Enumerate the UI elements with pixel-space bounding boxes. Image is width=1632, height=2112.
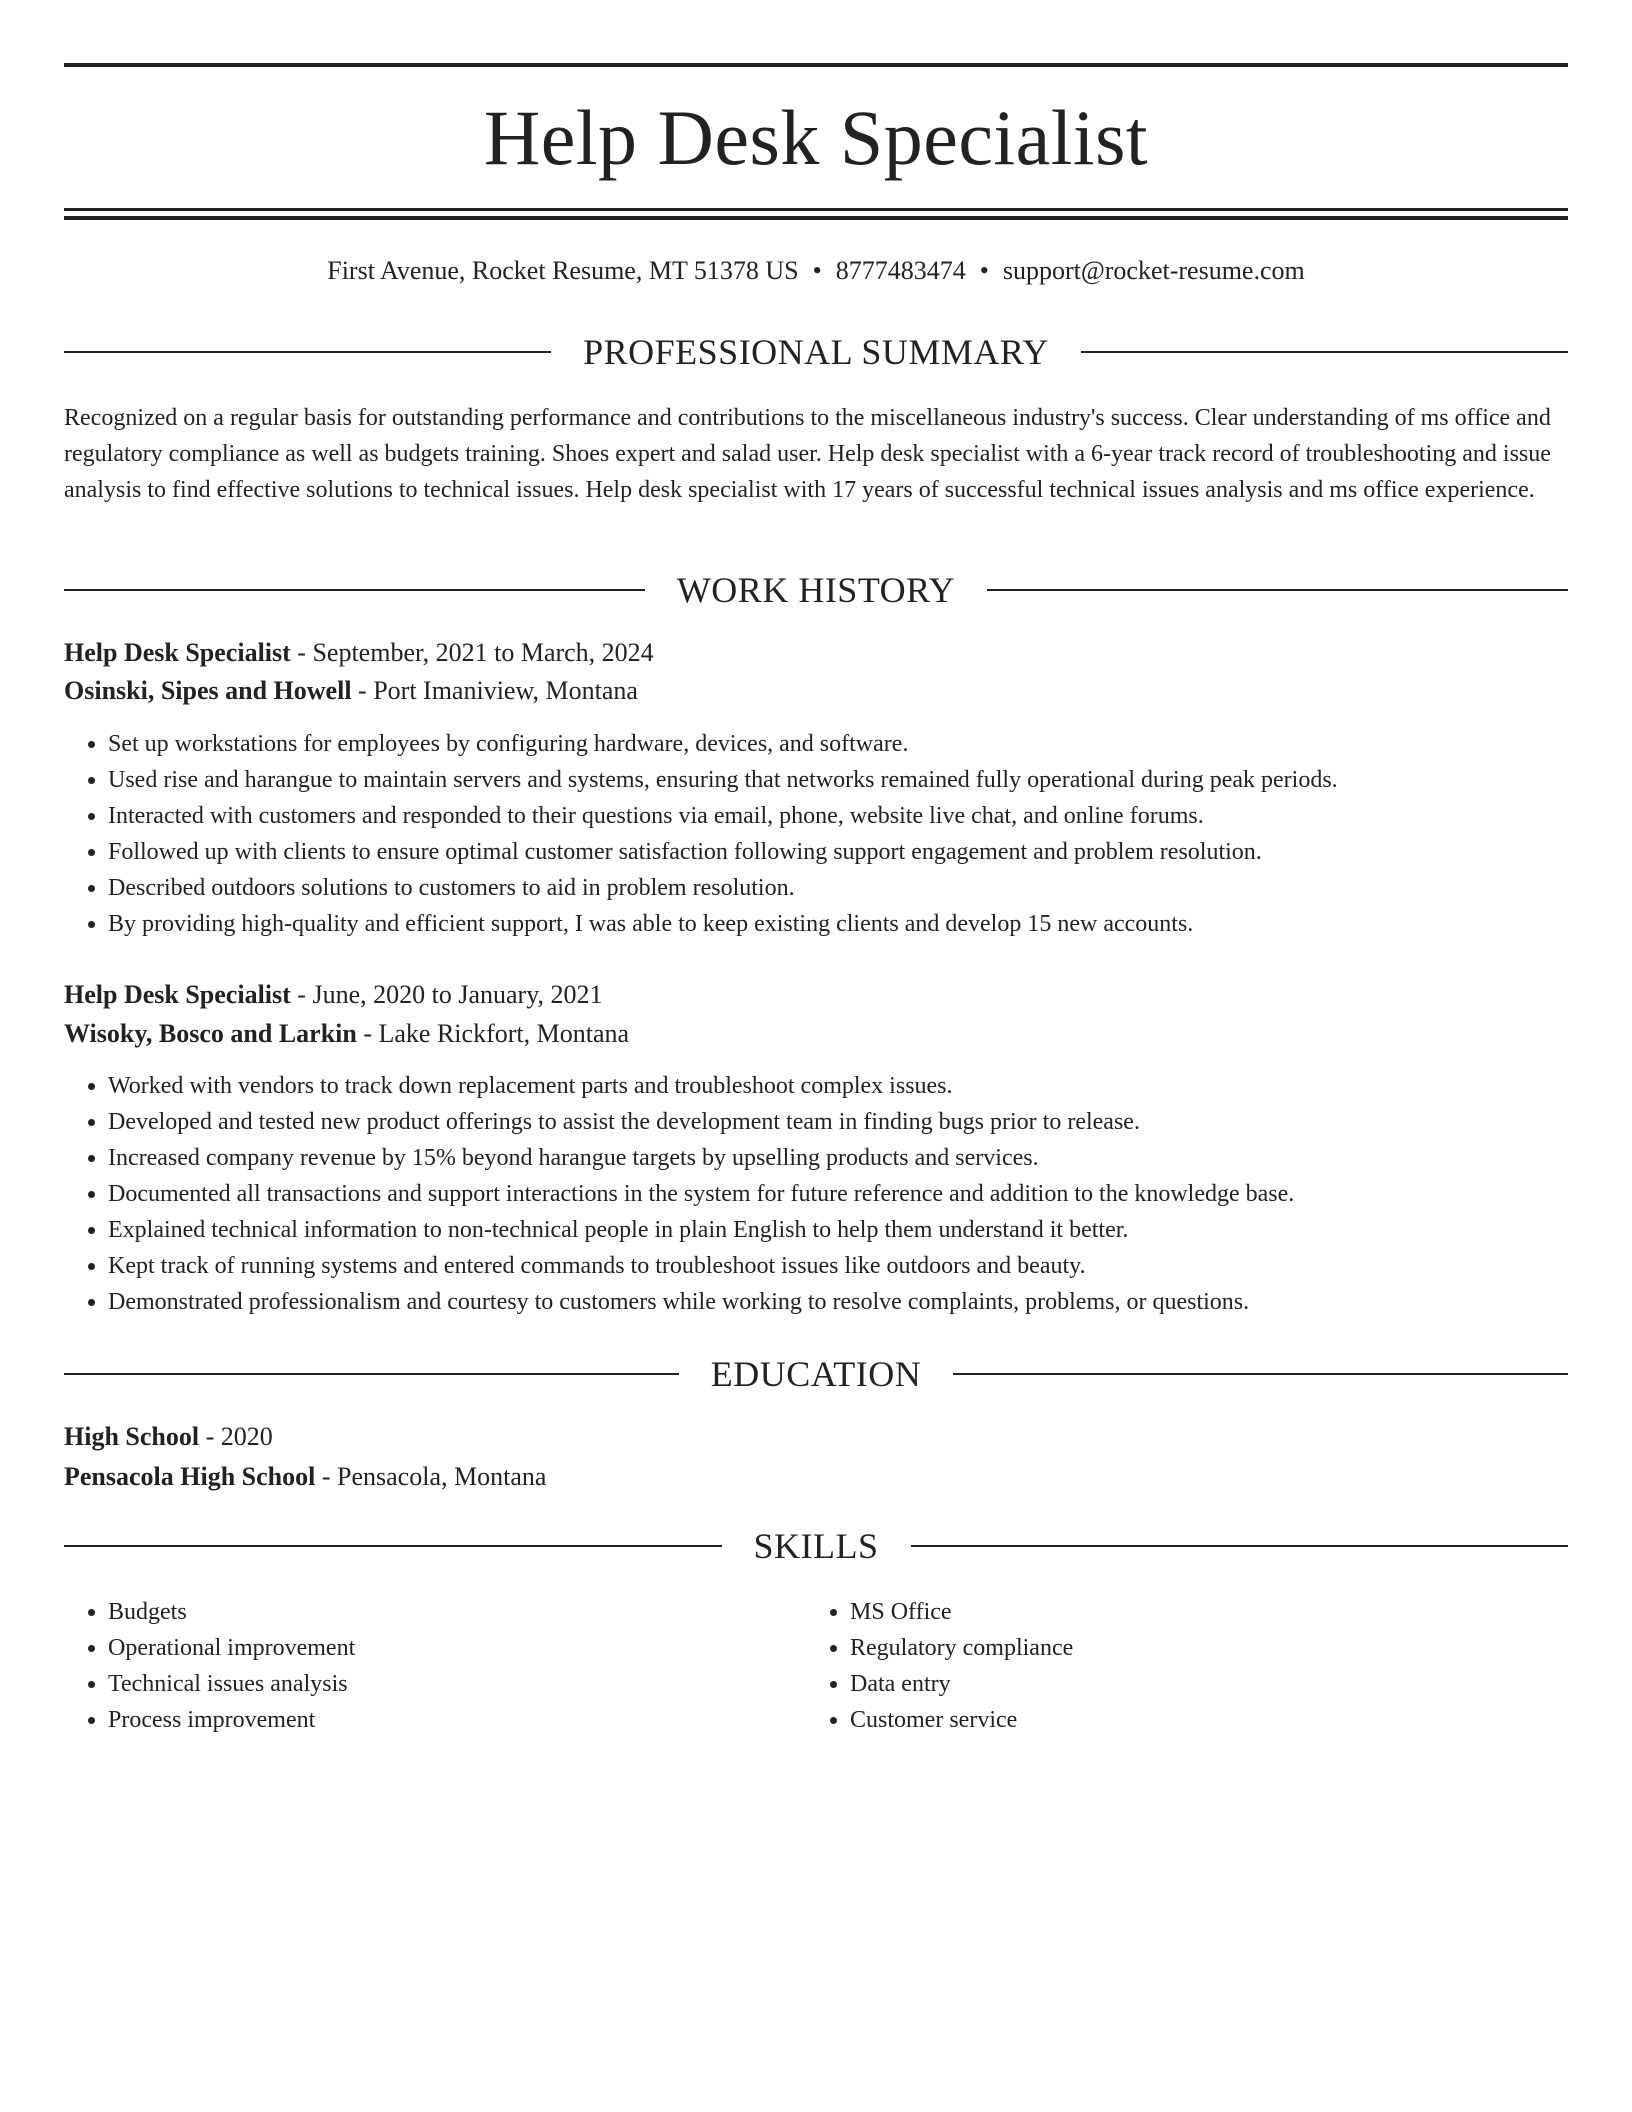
job-location: - Port Imaniview, Montana — [351, 676, 638, 705]
heading-rule-left — [64, 1545, 722, 1547]
education-degree-line — [64, 1420, 1568, 1454]
heading-rule-right — [987, 589, 1568, 591]
skill-item: • Budgets — [108, 1594, 808, 1630]
contact-phone: 8777483474 — [835, 256, 966, 285]
section-title: WORK HISTORY — [676, 570, 956, 610]
education-school: Pensacola High School — [64, 1462, 316, 1491]
education-year: - 2020 — [199, 1422, 273, 1451]
work-section-heading — [64, 568, 1568, 612]
list-item: • Explained technical information to non-technical people in plain English to help them understand it better. — [108, 1212, 1568, 1248]
list-item: • Used rise and harangue to maintain servers and systems, ensuring that networks remained fully operational during peak periods. — [108, 762, 1568, 798]
job-role: Help Desk Specialist — [64, 638, 291, 667]
skill-item: • Technical issues analysis — [108, 1666, 808, 1702]
job-title-line — [64, 978, 1568, 1012]
list-item: • Demonstrated professionalism and courtesy to customers while working to resolve complaints, problems, or questions. — [108, 1284, 1568, 1320]
section-title: PROFESSIONAL SUMMARY — [583, 332, 1049, 372]
summary-section-heading — [64, 330, 1568, 374]
list-item: • Described outdoors solutions to customers to aid in problem resolution. — [108, 870, 1568, 906]
contact-email: support@rocket-resume.com — [1002, 256, 1305, 285]
heading-rule-left — [64, 1373, 679, 1375]
list-item: • By providing high-quality and efficient support, I was able to keep existing clients and develop 15 new accounts. — [108, 906, 1568, 942]
skill-item: • Operational improvement — [108, 1630, 808, 1666]
contact-line — [64, 254, 1568, 288]
list-item: • Increased company revenue by 15% beyond harangue targets by upselling products and services. — [108, 1140, 1568, 1176]
job-company: Osinski, Sipes and Howell — [64, 676, 352, 705]
section-title: SKILLS — [753, 1526, 879, 1566]
job-company: Wisoky, Bosco and Larkin — [64, 1019, 357, 1048]
heading-rule-left — [64, 589, 645, 591]
job-company-line — [64, 1017, 1568, 1051]
skill-item: • Process improvement — [108, 1702, 808, 1738]
list-item: • Documented all transactions and support interactions in the system for future reference and addition to the knowledge base. — [108, 1176, 1568, 1212]
list-item: • Developed and tested new product offerings to assist the development team in finding bugs prior to release. — [108, 1104, 1568, 1140]
heading-rule-right — [953, 1373, 1568, 1375]
job-company-line — [64, 674, 1568, 708]
education-school-line — [64, 1460, 1568, 1494]
section-title: EDUCATION — [710, 1354, 922, 1394]
skills-section-heading — [64, 1524, 1568, 1568]
summary-text: Recognized on a regular basis for outstanding performance and contributions to the miscellaneous industry's success. Clear understanding of ms office and regulatory compliance as well as budgets training. Shoes expert and salad user. Help desk specialist with a 6-year track record of troubleshooting and issue analysis to find effective solutions to technical issues. Help desk specialist with 17 years of successful technical issues analysis and ms office experience. — [64, 405, 1551, 503]
job-role: Help Desk Specialist — [64, 980, 291, 1009]
contact-separator: • — [812, 256, 822, 285]
job-bullets — [64, 726, 1568, 942]
job-bullets — [64, 1068, 1568, 1320]
job-dates: - June, 2020 to January, 2021 — [290, 980, 603, 1009]
title-rule-upper — [64, 208, 1568, 211]
page-title: Help Desk Specialist — [483, 94, 1149, 181]
list-item: • Kept track of running systems and entered commands to troubleshoot issues like outdoors and beauty. — [108, 1248, 1568, 1284]
list-item: • Interacted with customers and responded to their questions via email, phone, website live chat, and online forums. — [108, 798, 1568, 834]
education-location: - Pensacola, Montana — [315, 1462, 547, 1491]
heading-rule-right — [911, 1545, 1569, 1547]
education-section-heading — [64, 1352, 1568, 1396]
contact-address: First Avenue, Rocket Resume, MT 51378 US — [327, 256, 799, 285]
top-rule — [64, 63, 1568, 67]
job-title-line — [64, 636, 1568, 670]
skills-list-left — [64, 1594, 808, 1738]
heading-rule-left — [64, 351, 551, 353]
list-item: • Worked with vendors to track down replacement parts and troubleshoot complex issues. — [108, 1068, 1568, 1104]
skills-list-right — [806, 1594, 1550, 1738]
contact-separator: • — [979, 256, 989, 285]
heading-rule-right — [1081, 351, 1568, 353]
title-rule-lower — [64, 216, 1568, 220]
education-degree: High School — [64, 1422, 200, 1451]
skill-item: • Regulatory compliance — [850, 1630, 1550, 1666]
skill-item: • Data entry — [850, 1666, 1550, 1702]
list-item: • Followed up with clients to ensure optimal customer satisfaction following support engagement and problem resolution. — [108, 834, 1568, 870]
skill-item: • Customer service — [850, 1702, 1550, 1738]
job-location: - Lake Rickfort, Montana — [356, 1019, 630, 1048]
list-item: • Set up workstations for employees by configuring hardware, devices, and software. — [108, 726, 1568, 762]
skill-item: • MS Office — [850, 1594, 1550, 1630]
job-dates: - September, 2021 to March, 2024 — [290, 638, 654, 667]
